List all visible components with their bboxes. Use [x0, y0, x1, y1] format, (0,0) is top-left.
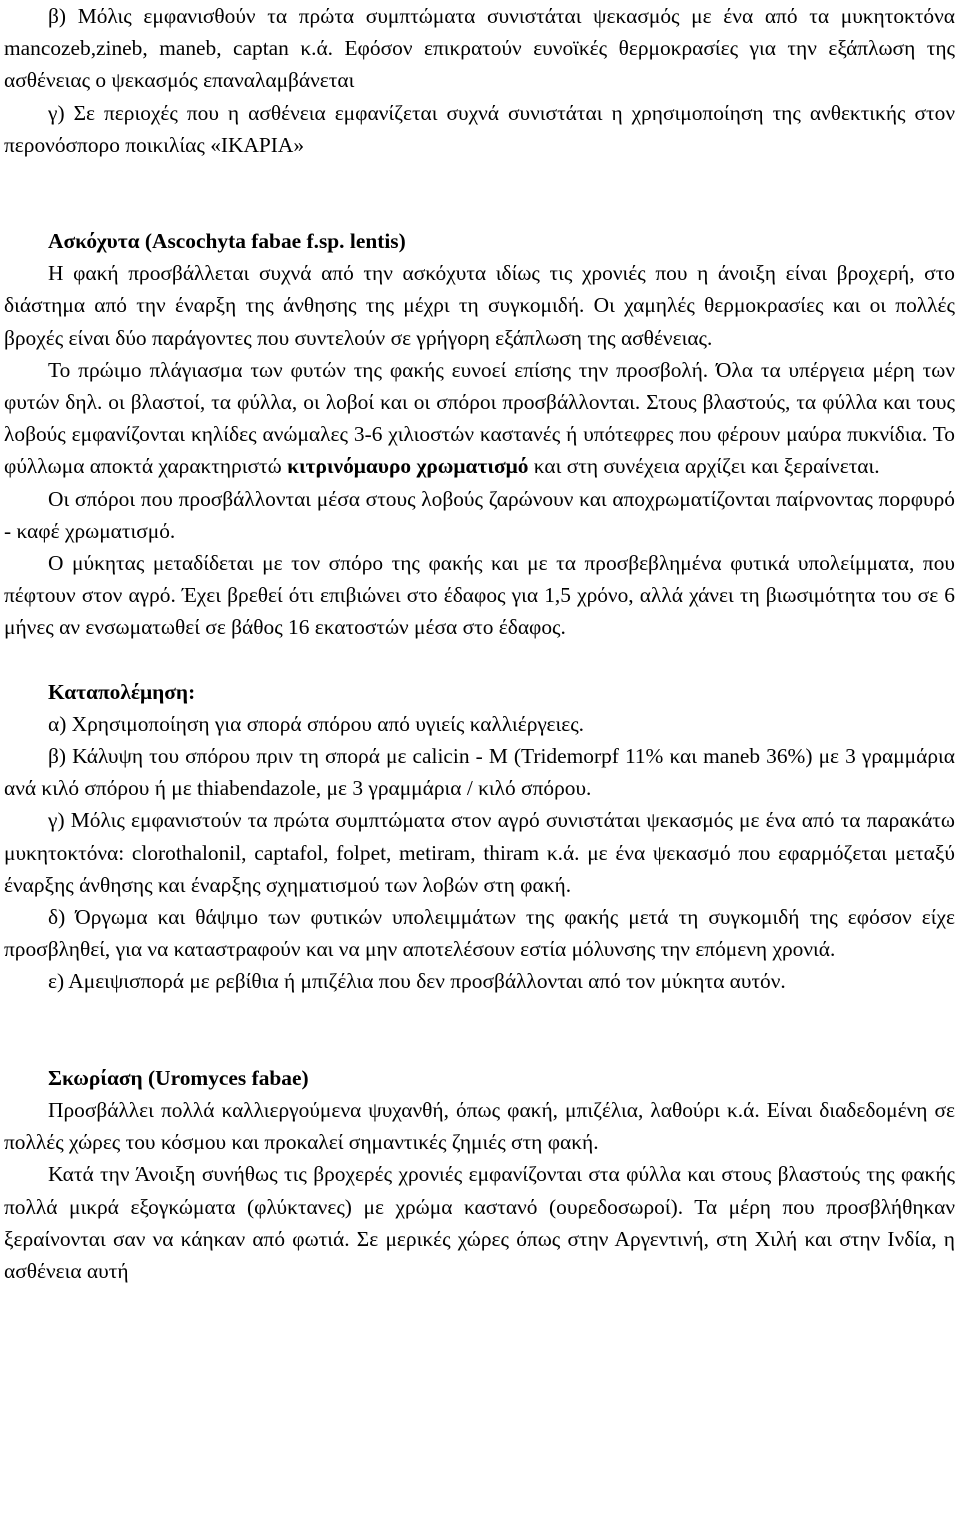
paragraph: [4, 354, 955, 483]
list-item-b: β) Κάλυψη του σπόρου πριν τη σπορά με calicin - M (Tridemorpf 11% και maneb 36%) με 3 γραμμάρια ανά κιλό σπόρου ή με thiabendazole, με 3 γραμμάρια / κιλό σπόρου.: [4, 744, 955, 801]
document-page: [4, 0, 955, 1287]
paragraph: Προσβάλλει πολλά καλλιεργούμενα ψυχανθή, όπως φακή, μπιζέλια, λαθούρι κ.ά. Είναι διαδεδομένη σε πολλές χώρες του κόσμου και προκαλεί σημαντικές ζημιές στη φακή.: [4, 1097, 955, 1155]
paragraph: Οι σπόροι που προσβάλλονται μέσα στους λοβούς ζαρώνουν και αποχρωματίζονται παίρνοντας πορφυρό - καφέ χρωματισμό.: [4, 486, 955, 543]
paragraph: Η φακή προσβάλλεται συχνά από την ασκόχυτα ιδίως τις χρονιές που η άνοιξη είναι βροχερή, στο διάστημα από την έναρξη της άνθησης της μέχρι τη συγκομιδή. Οι χαμηλές θερμοκρασίες και οι πολλές βροχές είναι δύο παράγοντες που συντελούν σε γρήγορη εξάπλωση της ασθένειας.: [4, 261, 955, 350]
list-item-e: ε) Αμειψισπορά με ρεβίθια ή μπιζέλια που δεν προσβάλλονται από τον μύκητα αυτόν.: [48, 969, 786, 994]
paragraph: Κατά την Άνοιξη συνήθως τις βροχερές χρονιές εμφανίζονται στα φύλλα και στους βλαστούς της φακής πολλά μικρά εξογκώματα (φλύκτανες) με χρώμα καστανό (ουρεδοσωροί). Τα μέρη που προσβλήθηκαν ξεραίνονται σαν να κάηκαν από φωτιά. Σε μερικές χώρες όπως στην Αργεντινή, στη Χιλή και στην Ινδία, η ασθένεια αυτή: [4, 1162, 955, 1283]
section-title-rust: Σκωρίαση (Uromyces fabae): [48, 1065, 309, 1090]
paragraph: Ο μύκητας μεταδίδεται με τον σπόρο της φακής και με τα προσβεβλημένα φυτικά υπολείμματα, που πέφτουν στον αγρό. Έχει βρεθεί ότι επιβιώνει στο έδαφος για 1,5 χρόνο, αλλά χάνει τη βιωσιμότητα του σε 6 μήνες αν ενσωματωθεί σε βάθος 16 εκατοστών μέσα στο έδαφος.: [4, 551, 955, 640]
section-title-control: Καταπολέμηση:: [48, 679, 196, 704]
list-item-c: γ) Σε περιοχές που η ασθένεια εμφανίζεται συχνά συνιστάται η χρησιμοποίηση της ανθεκτικής στον περονόσπορο ποικιλίας «ΙΚΑΡΙΑ»: [4, 100, 955, 157]
bold-phrase: κιτρινόμαυρο χρωματισμό: [287, 454, 529, 479]
paragraph-text: Το πρώιμο πλάγιασμα των φυτών της φακής ευνοεί επίσης την προσβολή. Όλα τα υπέργεια μέρη των φυτών δηλ. οι βλαστοί, τα φύλλα, οι λοβοί και οι σπόροι προσβάλλονται. Στους βλαστούς, τα φύλλα και τους λοβούς εμφανίζονται κηλίδες ανώμαλες 3-6 χιλιοστών καστανές ή υπότεφρες που φέρουν μαύρα πυκνίδια. Το φύλλωμα αποκτά χαρακτηριστώ: [4, 357, 955, 479]
section-title-ascochyta: Ασκόχυτα (Ascochyta fabae f.sp. lentis): [48, 229, 406, 254]
list-item-c: γ) Μόλις εμφανιστούν τα πρώτα συμπτώματα στον αγρό συνιστάται ψεκασμός με ένα από τα παρακάτω μυκητοκτόνα: clorothalonil, captafol, folpet, metiram, thiram κ.ά. με ένα ψεκασμό που εφαρμόζεται μεταξύ έναρξης άνθησης και έναρξης σχηματισμού των λοβών στη φακή.: [4, 808, 955, 897]
list-item-b: β) Μόλις εμφανισθούν τα πρώτα συμπτώματα συνιστάται ψεκασμός με ένα από τα μυκητοκτόνα mancozeb,zineb, maneb, captan κ.ά. Εφόσον επικρατούν ευνοϊκές θερμοκρασίες για την εξάπλωση της ασθένειας ο ψεκασμός επαναλαμβάνεται: [4, 4, 955, 93]
list-item-d: δ) Όργωμα και θάψιμο των φυτικών υπολειμμάτων της φακής μετά τη συγκομιδή της εφόσον είχε προσβληθεί, για να καταστραφούν και να μην αποτελέσουν εστία μόλυνσης την επόμενη χρονιά.: [4, 905, 955, 962]
paragraph-text: και στη συνέχεια αρχίζει και ξεραίνεται.: [533, 454, 880, 479]
list-item-a: α) Χρησιμοποίηση για σπορά σπόρου από υγιείς καλλιέργειες.: [48, 711, 585, 736]
